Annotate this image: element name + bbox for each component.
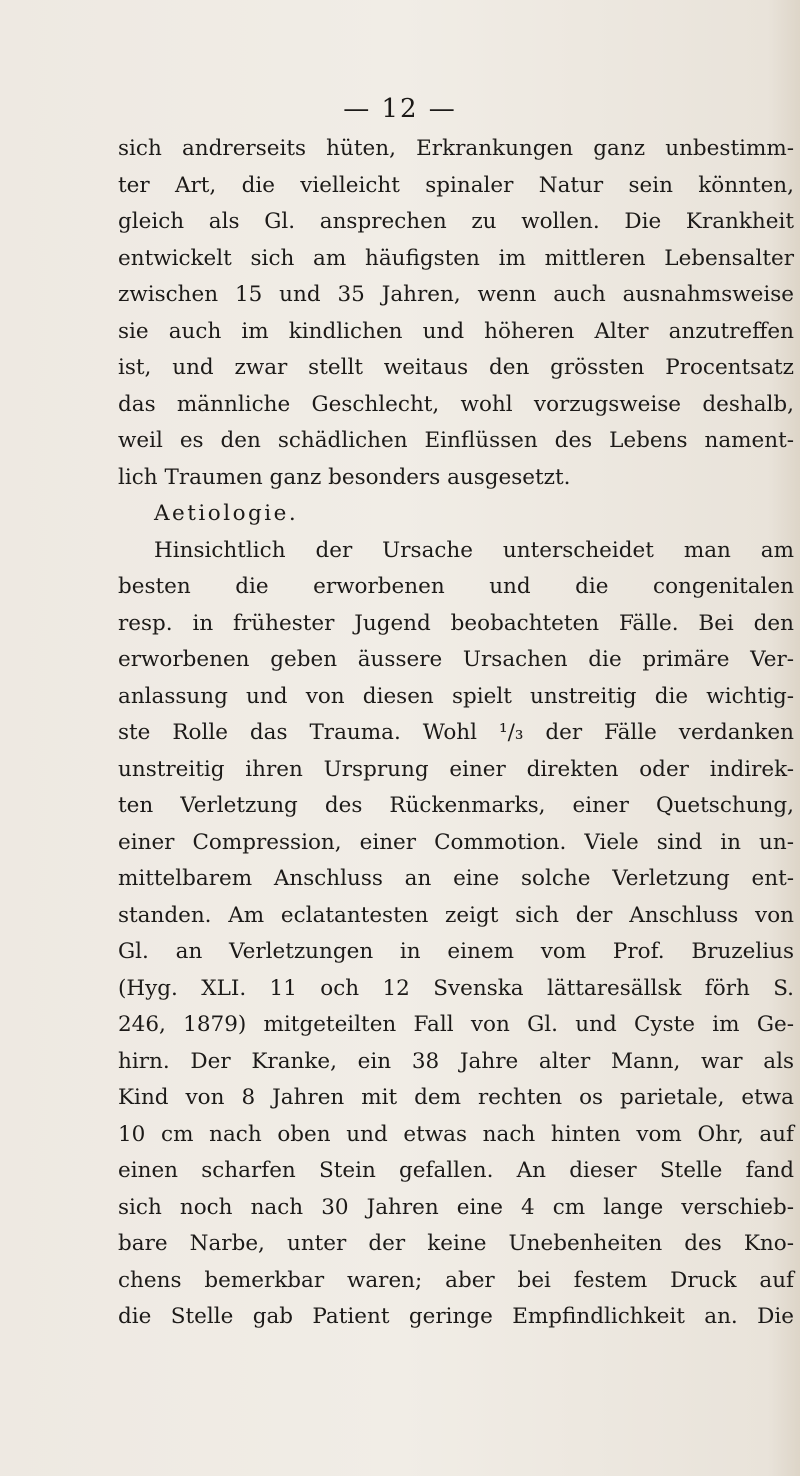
text-line: entwickelt sich am häufigsten im mittleren Lebensalter [118,245,794,271]
text-line: mittelbarem Anschluss an eine solche Verletzung ent- [118,866,794,891]
text-line: ter Art, die vielleicht spinaler Natur sein könnten, [118,172,794,198]
text-line: 10 cm nach oben und etwas nach hinten vom Ohr, auf [118,1121,794,1147]
text-line: gleich als Gl. ansprechen zu wollen. Die Krankheit [118,209,794,234]
text-line: ste Rolle das Trauma. Wohl ¹/₃ der Fälle verdanken [118,720,794,745]
text-line: resp. in frühester Jugend beobachteten Fälle. Bei den [118,610,794,636]
text-line: zwischen 15 und 35 Jahren, wenn auch ausnahmsweise [118,282,794,307]
text-line: Hinsichtlich der Ursache unterscheidet man am [154,537,794,563]
text-line: hirn. Der Kranke, ein 38 Jahre alter Mann, war als [118,1048,794,1074]
text-line: sie auch im kindlichen und höheren Alter anzutreffen [118,318,794,344]
text-line: standen. Am eclatantesten zeigt sich der Anschluss von [118,902,794,928]
text-line: (Hyg. XLI. 11 och 12 Svenska lättaresällsk förh S. [118,975,794,1001]
text-line: das männliche Geschlecht, wohl vorzugsweise deshalb, [118,391,794,417]
text-line: besten die erworbenen und die congenitalen [118,574,794,599]
text-line: lich Traumen ganz besonders ausgesetzt. [118,464,571,490]
page-number: — 12 — [343,94,457,124]
text-line: anlassung und von diesen spielt unstreitig die wichtig- [118,683,794,709]
text-line: erworbenen geben äussere Ursachen die primäre Ver- [118,647,794,672]
text-line: weil es den schädlichen Einflüssen des Lebens nament- [118,428,794,453]
text-line: die Stelle gab Patient geringe Empfindlichkeit an. Die [118,1304,794,1329]
text-line: Kind von 8 Jahren mit dem rechten os parietale, etwa [118,1085,794,1110]
text-line: ist, und zwar stellt weitaus den grössten Procentsatz [118,355,794,380]
section-heading: Aetiologie. [154,501,299,526]
text-line: unstreitig ihren Ursprung einer direkten oder indirek- [118,756,794,782]
text-line: 246, 1879) mitgeteilten Fall von Gl. und Cyste im Ge- [118,1012,794,1037]
text-line: ten Verletzung des Rückenmarks, einer Quetschung, [118,793,794,818]
text-line: bare Narbe, unter der keine Unebenheiten des Kno- [118,1231,794,1256]
text-line: einen scharfen Stein gefallen. An dieser Stelle fand [118,1158,794,1183]
body-text [118,131,794,1336]
text-line: Gl. an Verletzungen in einem vom Prof. Bruzelius [118,939,794,964]
text-line: sich noch nach 30 Jahren eine 4 cm lange verschieb- [118,1194,794,1220]
text-line: einer Compression, einer Commotion. Viele sind in un- [118,829,794,855]
text-line: chens bemerkbar waren; aber bei festem Druck auf [118,1267,794,1293]
text-line: sich andrerseits hüten, Erkrankungen ganz unbestimm- [118,136,794,161]
